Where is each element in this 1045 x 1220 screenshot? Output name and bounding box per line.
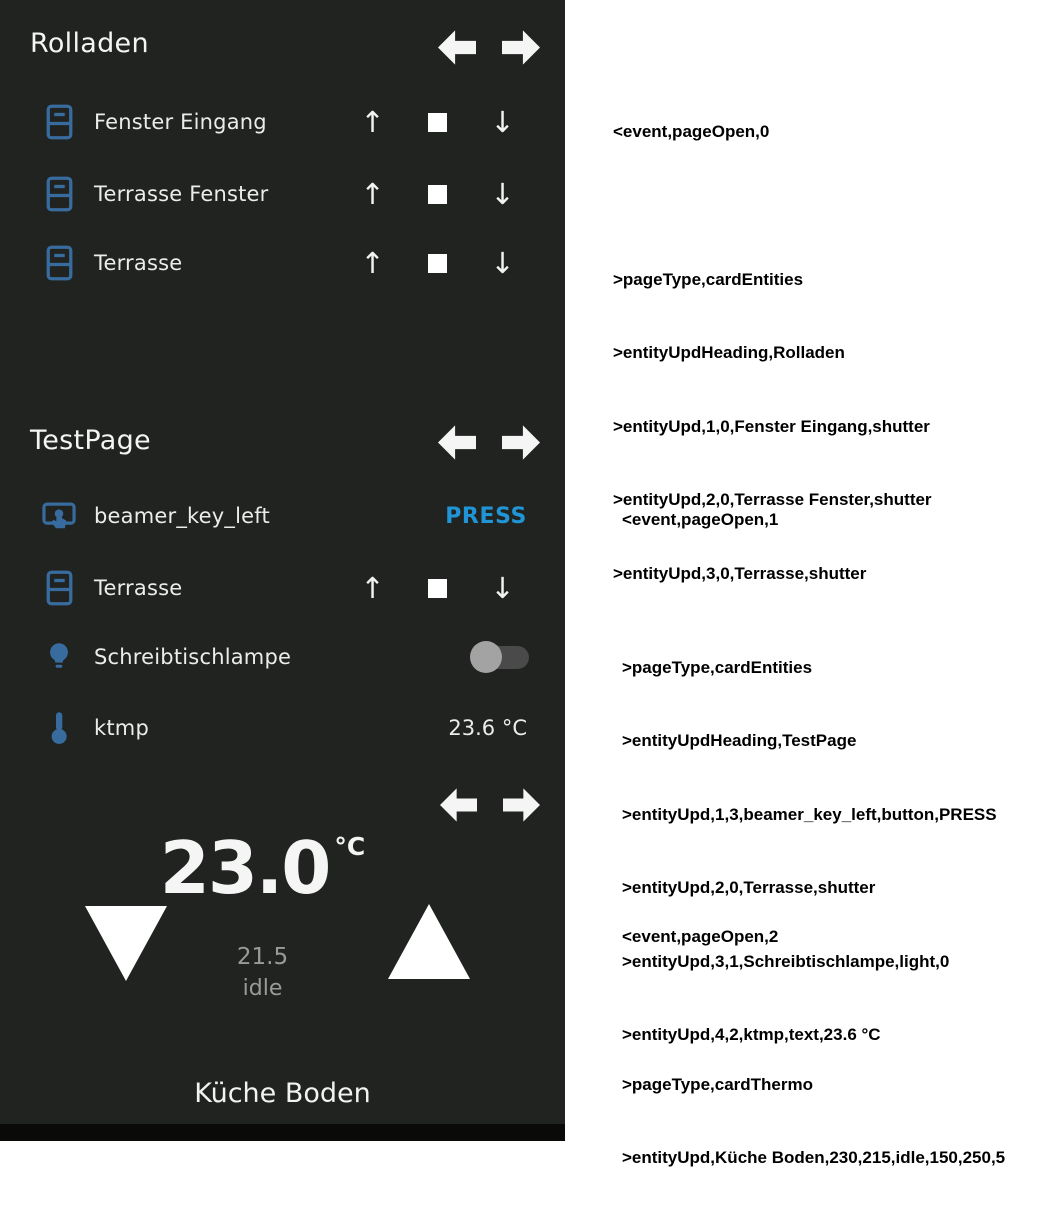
press-button[interactable]: PRESS [445, 503, 527, 529]
target-temperature: 21.5 [236, 944, 289, 970]
shutter-stop-button[interactable] [405, 566, 470, 610]
thermometer-icon [40, 706, 78, 750]
entity-label: Terrasse [94, 251, 183, 275]
stop-icon [428, 185, 447, 204]
nav-next-button[interactable] [502, 425, 540, 460]
log-gap [613, 194, 932, 219]
page-title: Rolladen [30, 28, 149, 59]
toggle-knob [470, 641, 502, 673]
log-line: >entityUpd,2,0,Terrasse Fenster,shutter [613, 490, 932, 509]
log-line: >entityUpd,1,3,beamer_key_left,button,PRESS [622, 804, 997, 824]
protocol-log-column [565, 0, 1045, 1167]
window-shutter-icon [40, 172, 78, 216]
bottom-bezel [0, 1124, 565, 1141]
shutter-up-button[interactable]: ↑ [360, 104, 385, 139]
nav-prev-button[interactable] [438, 30, 476, 65]
log-line: >pageType,cardThermo [622, 1074, 813, 1094]
entity-label: Terrasse Fenster [94, 182, 269, 206]
stop-icon [428, 113, 447, 132]
log-line: <event,pageOpen,1 [622, 510, 779, 529]
page-nav [438, 30, 540, 65]
lightbulb-icon [40, 635, 78, 679]
log-line: >entityUpd,3,1,Schreibtischlampe,light,0 [622, 951, 950, 971]
shutter-stop-button[interactable] [405, 241, 470, 285]
temp-increase-button[interactable] [388, 904, 470, 979]
entity-row [0, 635, 565, 679]
log-line: >pageType,cardEntities [613, 269, 804, 289]
log-line: <event,pageOpen,0 [613, 122, 770, 141]
current-temperature: 23.0 [159, 826, 330, 910]
log-line: <event,pageOpen,2 [622, 927, 779, 946]
entity-row [0, 172, 565, 216]
stop-icon [428, 579, 447, 598]
log-gap [622, 999, 1005, 1024]
sensor-value: 23.6 °C [448, 716, 527, 740]
page-nav [438, 425, 540, 460]
shutter-down-button[interactable]: ↓ [490, 570, 515, 605]
shutter-controls [340, 172, 535, 216]
gesture-tap-button-icon [40, 494, 78, 538]
entity-row [0, 241, 565, 285]
entity-row [0, 566, 565, 610]
log-line: >entityUpd,2,0,Terrasse,shutter [622, 878, 876, 897]
shutter-down-button[interactable]: ↓ [490, 245, 515, 280]
nav-prev-button[interactable] [438, 425, 476, 460]
entity-label: beamer_key_left [94, 504, 270, 528]
log-line: >entityUpd,1,0,Fenster Eingang,shutter [613, 416, 930, 436]
thermostat-name: Küche Boden [194, 1078, 371, 1109]
entity-label: ktmp [94, 716, 149, 740]
shutter-controls [340, 100, 535, 144]
log-line: >entityUpd,3,0,Terrasse,shutter [613, 563, 867, 583]
entity-label: Schreibtischlampe [94, 645, 292, 669]
log-line: >entityUpdHeading,TestPage [622, 731, 857, 750]
hvac-state: idle [242, 976, 283, 1001]
window-shutter-icon [40, 241, 78, 285]
stop-icon [428, 254, 447, 273]
window-shutter-icon [40, 100, 78, 144]
log-line: >entityUpdHeading,Rolladen [613, 343, 845, 362]
entity-label: Terrasse [94, 576, 183, 600]
log-line: >entityUpd,Küche Boden,230,215,idle,150,250,5 [622, 1148, 1006, 1167]
entity-row [0, 100, 565, 144]
card-entities-rolladen [0, 0, 565, 410]
nav-next-button[interactable] [502, 30, 540, 65]
entity-row [0, 494, 565, 538]
light-toggle-switch[interactable] [470, 641, 529, 673]
entity-row [0, 706, 565, 750]
log-line: >pageType,cardEntities [622, 657, 813, 677]
shutter-up-button[interactable]: ↑ [360, 176, 385, 211]
card-thermo [0, 770, 565, 1124]
page-title: TestPage [30, 425, 151, 456]
shutter-up-button[interactable]: ↑ [360, 570, 385, 605]
log-line: >entityUpd,4,2,ktmp,text,23.6 °C [622, 1025, 881, 1044]
current-temperature-row [0, 826, 525, 910]
shutter-controls [340, 241, 535, 285]
temp-decrease-button[interactable] [85, 906, 167, 981]
shutter-stop-button[interactable] [405, 172, 470, 216]
shutter-down-button[interactable]: ↓ [490, 104, 515, 139]
temperature-unit: °C [334, 832, 366, 861]
shutter-stop-button[interactable] [405, 100, 470, 144]
log-gap [622, 582, 997, 607]
card-entities-testpage [0, 410, 565, 770]
window-shutter-icon [40, 566, 78, 610]
shutter-controls [340, 566, 535, 610]
shutter-up-button[interactable]: ↑ [360, 245, 385, 280]
shutter-down-button[interactable]: ↓ [490, 176, 515, 211]
entity-label: Fenster Eingang [94, 110, 267, 134]
log-block-page2 [622, 876, 1005, 1220]
